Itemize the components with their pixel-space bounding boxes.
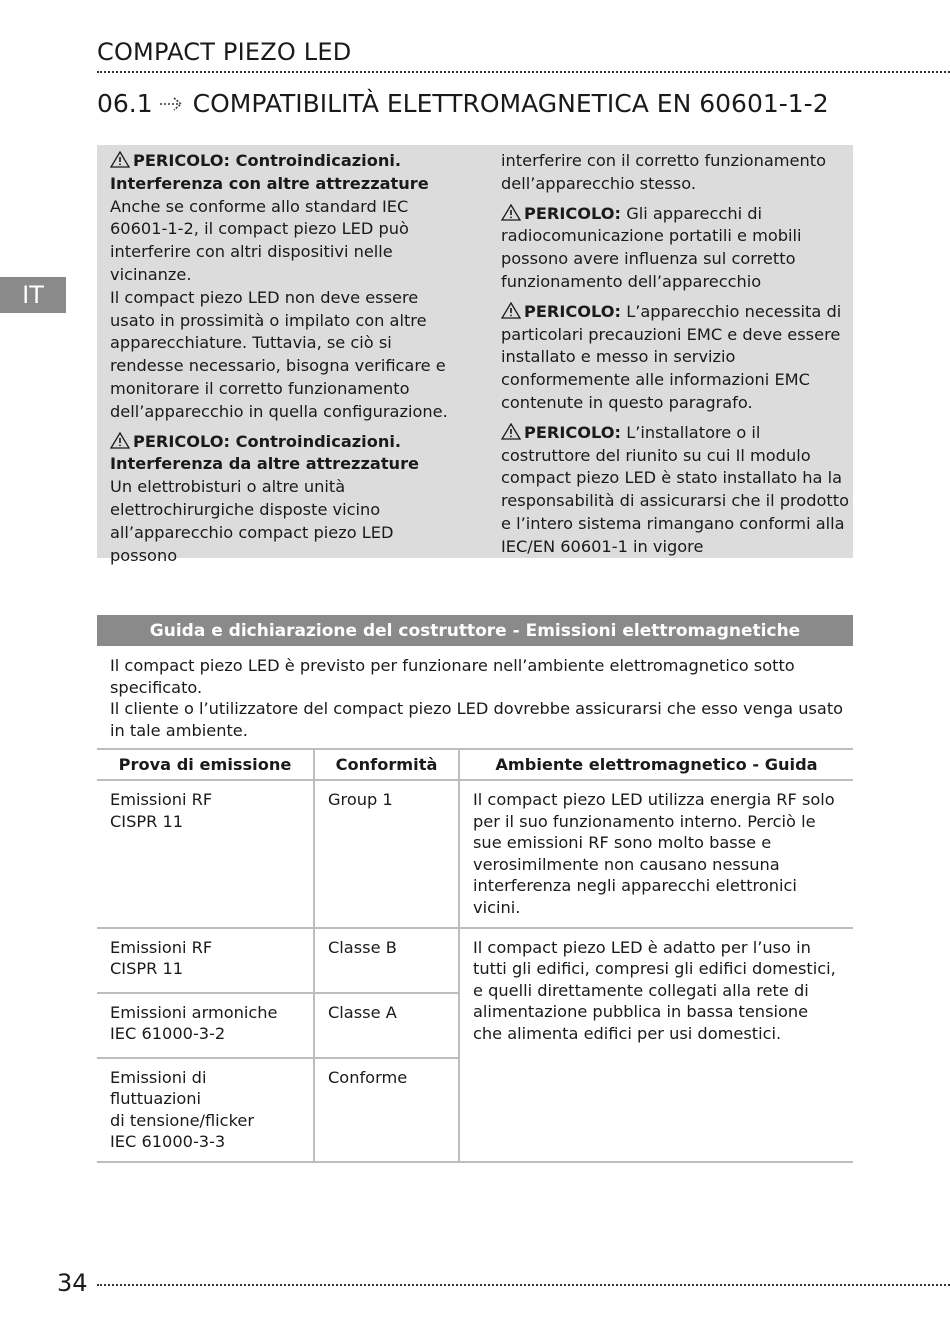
warning-triangle-icon <box>501 423 521 440</box>
warning-1 <box>110 150 460 287</box>
warning-3 <box>501 203 851 294</box>
section-title: COMPATIBILITÀ ELETTROMAGNETICA EN 60601-1-2 <box>192 89 829 118</box>
warning-5-text: L’installatore o il costruttore del riunito su cui Il modulo compact piezo LED è stato installato ha la responsabilità di assicurarsi che il prodotto e l’intero sistema rimangano conformi alla IEC/EN 60601-1 in vigore <box>501 422 849 556</box>
table-header-cell: Ambiente elettromagnetico - Guida <box>459 749 853 780</box>
language-tab: IT <box>0 277 66 313</box>
warning-label: PERICOLO: <box>524 203 622 223</box>
warning-3-text: Gli apparecchi di radiocomunicazione portatili e mobili possono avere influenza sul corretto funzionamento dell’apparecchio <box>501 203 802 291</box>
table-row <box>97 780 853 928</box>
table-cell-test: Emissioni RF CISPR 11 <box>97 928 314 993</box>
table-cell-test: Emissioni di fluttuazioni di tensione/flicker IEC 61000-3-3 <box>97 1058 314 1162</box>
section-number: 06.1 <box>97 89 153 118</box>
warning-2-text: Un elettrobisturi o altre unità elettrochirurgiche disposte vicino all’apparecchio compact piezo LED possono <box>110 477 394 565</box>
table-cell-test: Emissioni RF CISPR 11 <box>97 780 314 928</box>
warning-2-title: PERICOLO: Controindicazioni. <box>133 431 402 451</box>
warning-5 <box>501 422 851 559</box>
guide-intro-2: Il cliente o l’utilizzatore del compact piezo LED dovrebbe assicurarsi che esso venga usato in tale ambiente. <box>110 699 844 740</box>
warning-4 <box>501 301 851 415</box>
table-cell-compliance: Classe B <box>314 928 459 993</box>
warnings-left-column <box>110 150 460 567</box>
section-heading <box>97 89 829 118</box>
table-header-cell: Conformità <box>314 749 459 780</box>
table-header-cell: Prova di emissione <box>97 749 314 780</box>
table-cell-guidance: Il compact piezo LED è adatto per l’uso in tutti gli edifici, compresi gli edifici domestici, e quelli direttamente collegati alla rete di alimentazione pubblica in bassa tensione che alimenta edifici per usi domestici. <box>459 928 853 1162</box>
warning-4-text: L’apparecchio necessita di particolari precauzioni EMC e deve essere installato e messo in servizio conformemente alle informazioni EMC contenute in questo paragrafo. <box>501 301 842 412</box>
warning-triangle-icon <box>110 432 130 449</box>
warning-2 <box>110 431 460 568</box>
header-title: COMPACT PIEZO LED <box>97 38 352 66</box>
dotted-arrow-icon <box>159 95 185 113</box>
emissions-table <box>97 748 853 1163</box>
warning-1-text: Anche se conforme allo standard IEC 60601-1-2, il compact piezo LED può interferire con altri dispositivi nelle vicinanze. <box>110 196 409 284</box>
guide-title-bar: Guida e dichiarazione del costruttore - Emissioni elettromagnetiche <box>97 615 853 646</box>
warning-triangle-icon <box>501 204 521 221</box>
table-cell-compliance: Conforme <box>314 1058 459 1162</box>
table-cell-compliance: Classe A <box>314 993 459 1058</box>
footer-dotted-rule <box>97 1284 950 1286</box>
warning-2-continued: interferire con il corretto funzionamento dell’apparecchio stesso. <box>501 151 826 193</box>
page-number: 34 <box>57 1269 88 1297</box>
table-row <box>97 928 853 993</box>
table-cell-compliance: Group 1 <box>314 780 459 928</box>
table-header-row <box>97 749 853 780</box>
warning-label: PERICOLO: <box>524 422 622 442</box>
warnings-box <box>97 145 853 565</box>
warning-triangle-icon <box>501 302 521 319</box>
guide-intro <box>110 655 850 741</box>
warning-label: PERICOLO: <box>524 301 622 321</box>
warning-1-text-2: Il compact piezo LED non deve essere usato in prossimità o impilato con altre apparecchiature. Tuttavia, se ciò si rendesse necessario, bisogna verificare e monitorare il corretto funzionamento dell’apparecchio in quella configurazione. <box>110 287 448 421</box>
warning-triangle-icon <box>110 151 130 168</box>
warning-2-subtitle: Interferenza da altre attrezzature <box>110 454 420 474</box>
warning-1-subtitle: Interferenza con altre attrezzature <box>110 173 429 193</box>
guide-intro-1: Il compact piezo LED è previsto per funzionare nell’ambiente elettromagnetico sotto specificato. <box>110 656 795 697</box>
table-cell-guidance: Il compact piezo LED utilizza energia RF solo per il suo funzionamento interno. Perciò le sue emissioni RF sono molto basse e verosimilmente non causano nessuna interferenza negli apparecchi elettronici vicini. <box>459 780 853 928</box>
warnings-right-column <box>501 150 851 559</box>
warning-1-title: PERICOLO: Controindicazioni. <box>133 151 402 170</box>
header-dotted-rule <box>97 71 950 73</box>
table-cell-test: Emissioni armoniche IEC 61000-3-2 <box>97 993 314 1058</box>
